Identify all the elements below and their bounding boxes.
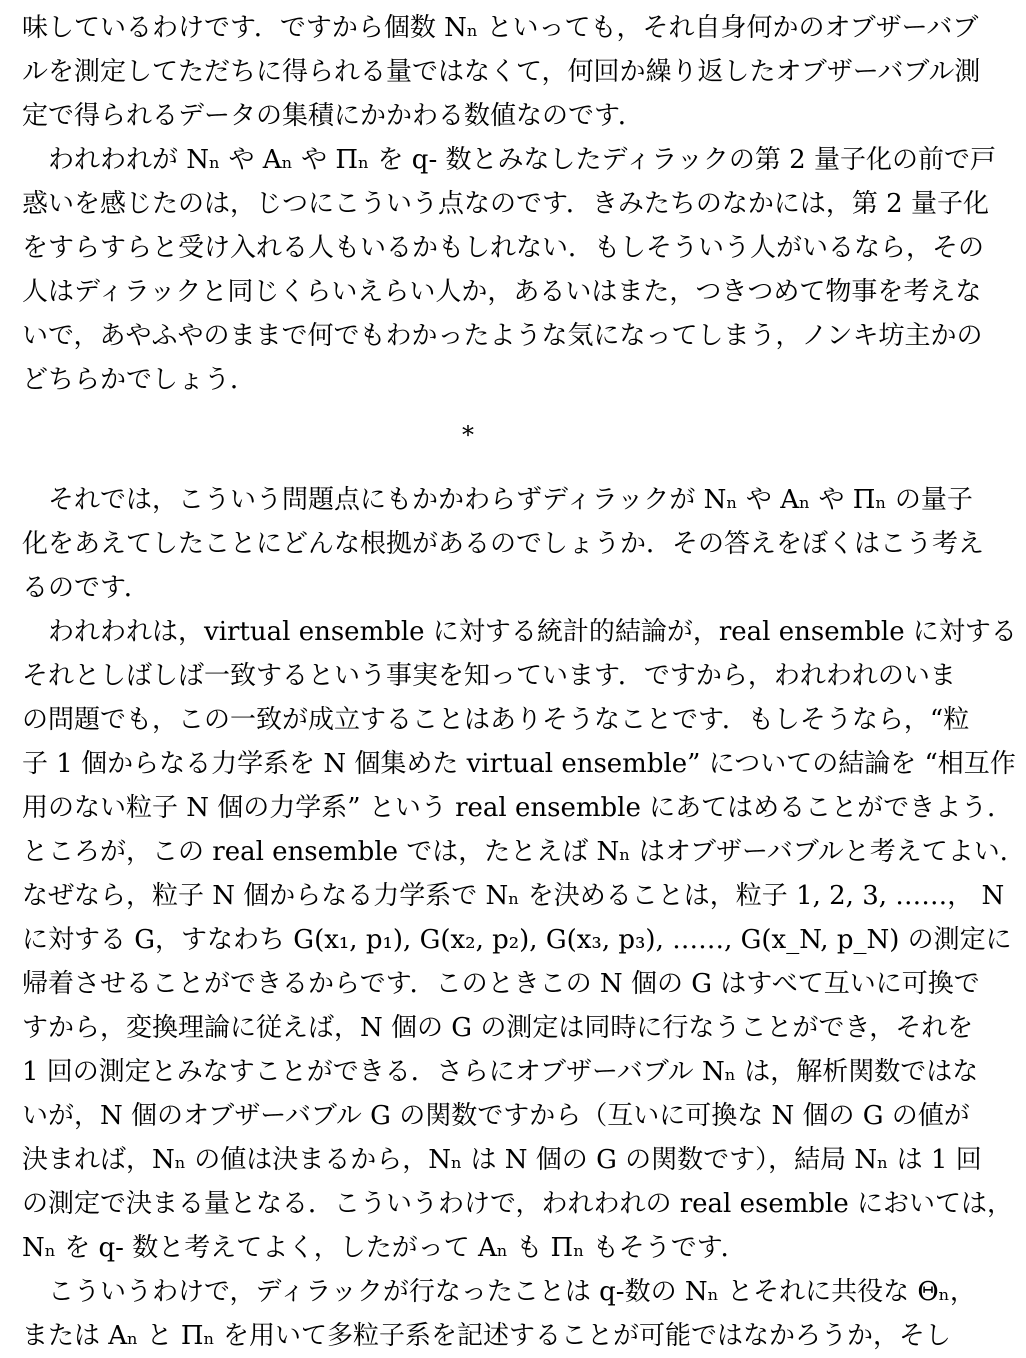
text-line: るのです． (22, 573, 150, 603)
text-line: または Aₙ と Πₙ を用いて多粒子系を記述することが可能ではなかろうか，そし (22, 1321, 952, 1351)
paragraph-start-line: われわれは，virtual ensemble に対する統計的結論が，real ensemble に対する (48, 617, 1017, 647)
paragraph-start-line: それでは，こういう問題点にもかかわらずディラックが Nₙ や Aₙ や Πₙ の量子 (48, 485, 973, 515)
text-line: に対する G，すなわち G(x₁, p₁), G(x₂, p₂), G(x₃, p₃), ……, G(x_N, p_N) の測定に (22, 925, 1012, 955)
text-line: すから，変換理論に従えば，N 個の G の測定は同時に行なうことができ，それを (22, 1013, 974, 1043)
text-line: ルを測定してただちに得られる量ではなくて，何回か繰り返したオブザーバブル測 (22, 57, 981, 87)
text-line: をすらすらと受け入れる人もいるかもしれない．もしそういう人がいるなら，その (22, 233, 985, 263)
paragraph-start-line: こういうわけで，ディラックが行なったことは q-数の Nₙ とそれに共役な Θₙ， (48, 1277, 976, 1307)
text-line: 味しているわけです．ですから個数 Nₙ といっても，それ自身何かのオブザーバブ (22, 13, 979, 43)
text-line: 決まれば，Nₙ の値は決まるから，Nₙ は N 個の G の関数です），結局 Nₙ は 1 回 (22, 1145, 982, 1175)
text-line: なぜなら，粒子 N 個からなる力学系で Nₙ を決めることは，粒子 1, 2, 3, ……， N (22, 881, 1005, 911)
section-divider: * (462, 421, 474, 449)
text-line: の問題でも，この一致が成立することはありそうなことです．もしそうなら，“粒 (22, 705, 970, 735)
text-line: 帰着させることができるからです．このときこの N 個の G はすべて互いに可換で (22, 969, 980, 999)
text-line: の測定で決まる量となる．こういうわけで，われわれの real esemble においては， (22, 1189, 1014, 1219)
text-line: 惑いを感じたのは，じつにこういう点なのです．きみたちのなかには，第 2 量子化 (22, 189, 989, 219)
text-line: 子 1 個からなる力学系を N 個集めた virtual ensemble” についての結論を “相互作 (22, 749, 1016, 779)
text-line: いが，N 個のオブザーバブル G の関数ですから（互いに可換な N 個の G の値が (22, 1101, 970, 1131)
text-line: それとしばしば一致するという事実を知っています．ですから，われわれのいま (22, 661, 956, 691)
text-line: どちらかでしょう． (22, 365, 257, 395)
text-line: 化をあえてしたことにどんな根拠があるのでしょうか．その答えをぼくはこう考え (22, 529, 985, 559)
text-line: 定で得られるデータの集積にかかわる数値なのです． (22, 101, 644, 131)
paragraph-start-line: われわれが Nₙ や Aₙ や Πₙ を q- 数とみなしたディラックの第 2 量子化の前で戸 (48, 145, 996, 175)
text-line: Nₙ を q- 数と考えてよく，したがって Aₙ も Πₙ もそうです． (22, 1233, 747, 1263)
text-line: いで，あやふやのままで何でもわかったような気になってしまう，ノンキ坊主かの (22, 321, 983, 351)
text-line: 1 回の測定とみなすことができる．さらにオブザーバブル Nₙ は，解析関数ではな (22, 1057, 979, 1087)
text-line: 人はディラックと同じくらいえらい人か，あるいはまた，つきつめて物事を考えな (22, 277, 982, 307)
text-line: ところが，この real ensemble では，たとえば Nₙ はオブザーバブルと考えてよい． (22, 837, 1026, 867)
text-line: 用のない粒子 N 個の力学系” という real ensemble にあてはめることができよう． (22, 793, 1014, 823)
